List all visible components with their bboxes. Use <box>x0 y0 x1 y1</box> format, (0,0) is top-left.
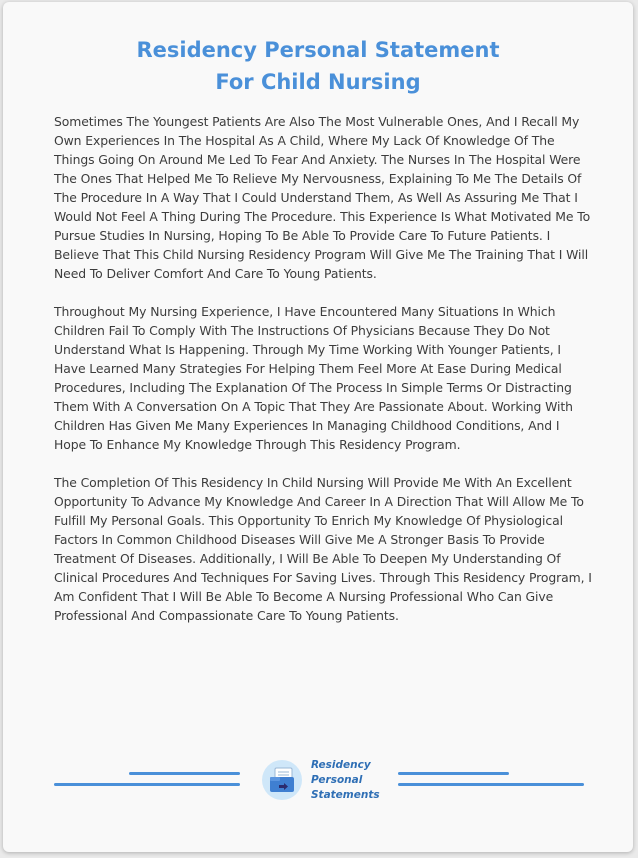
statement-body <box>54 112 594 644</box>
page-title <box>3 34 633 98</box>
footer <box>3 754 633 814</box>
paragraph-3: The Completion Of This Residency In Child Nursing Will Provide Me With An Excellent Opportunity To Advance My Knowledge And Career In A Direction That Will Allow Me To Fulfill My Personal Goals. This Opportunity To Enrich My Knowledge Of Physiological Factors In Common Childhood Diseases Will Give Me A Stronger Basis To Provide Treatment Of Diseases. Additionally, I Will Be Able To Deepen My Understanding Of Clinical Procedures And Techniques For Saving Lives. Through This Residency Program, I Am Confident That I Will Be Able To Become A Nursing Professional Who Can Give Professional And Compassionate Care To Young Patients. <box>54 475 592 623</box>
logo-badge <box>262 760 302 800</box>
logo-wordmark <box>311 758 380 803</box>
document-page <box>3 2 633 852</box>
title-line-2: For Child Nursing <box>215 70 421 94</box>
logo-line-1: Residency <box>311 759 371 771</box>
paragraph-2: Throughout My Nursing Experience, I Have Encountered Many Situations In Which Children Fail To Comply With The Instructions Of Physicians Because They Do Not Understand What Is Happening. Through My Time Working With Younger Patients, I Have Learned Many Strategies For Helping Them Feel More At Ease During Medical Procedures, Including The Explanation Of The Process In Simple Terms Or Distracting Them With A Conversation On A Topic That They Are Passionate About. Working With Children Has Given Me Many Experiences In Managing Childhood Conditions, And I Hope To Enhance My Knowledge Through This Residency Program. <box>54 304 573 452</box>
logo-line-3: Statements <box>311 789 380 801</box>
document-folder-icon <box>262 760 302 800</box>
logo-line-2: Personal <box>311 774 363 786</box>
footer-divider-left-short <box>129 772 240 775</box>
footer-divider-left-long <box>54 783 240 786</box>
paragraph-1: Sometimes The Youngest Patients Are Also The Most Vulnerable Ones, And I Recall My Own Experiences In The Hospital As A Child, Where My Lack Of Knowledge Of The Things Going On Around Me Led To Fear And Anxiety. The Nurses In The Hospital Were The Ones That Helped Me To Relieve My Nervousness, Explaining To Me The Details Of The Procedure In A Way That I Could Understand Them, As Well As Assuring Me That I Would Not Feel A Thing During The Procedure. This Experience Is What Motivated Me To Pursue Studies In Nursing, Hoping To Be Able To Provide Care To Future Patients. I Believe That This Child Nursing Residency Program Will Give Me The Training That I Will Need To Deliver Comfort And Care To Young Patients. <box>54 114 591 281</box>
footer-divider-right-short <box>398 772 509 775</box>
title-line-1: Residency Personal Statement <box>136 38 500 62</box>
footer-divider-right-long <box>398 783 584 786</box>
